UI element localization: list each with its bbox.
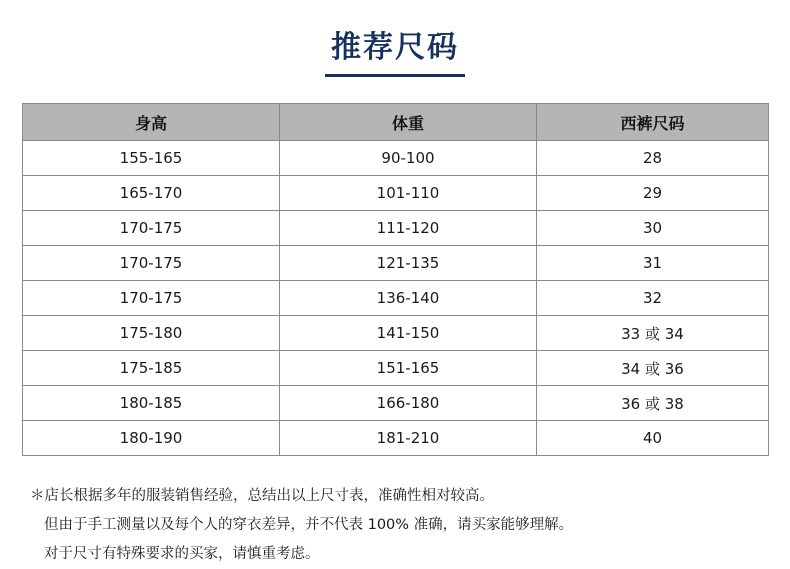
cell-height: 170-175 [23, 246, 280, 281]
cell-weight: 181-210 [280, 421, 537, 456]
cell-weight: 141-150 [280, 316, 537, 351]
note-line-2: 但由于手工测量以及每个人的穿衣差异，并不代表 100% 准确，请买家能够理解。 [44, 517, 574, 533]
cell-weight: 166-180 [280, 386, 537, 421]
table-header [23, 104, 769, 141]
table-header-row [23, 104, 769, 141]
cell-weight: 136-140 [280, 281, 537, 316]
column-header-weight: 体重 [280, 104, 537, 141]
cell-weight: 90-100 [280, 141, 537, 176]
cell-height: 170-175 [23, 211, 280, 246]
cell-height: 165-170 [23, 176, 280, 211]
table-row [23, 351, 769, 386]
table-row [23, 316, 769, 351]
column-header-height: 身高 [23, 104, 280, 141]
cell-trouser-size: 34 或 36 [537, 351, 769, 386]
size-table-container [22, 103, 768, 456]
table-row [23, 281, 769, 316]
table-row [23, 246, 769, 281]
cell-weight: 121-135 [280, 246, 537, 281]
cell-trouser-size: 36 或 38 [537, 386, 769, 421]
cell-height: 180-185 [23, 386, 280, 421]
note-line-1: ＊店长根据多年的服装销售经验，总结出以上尺寸表，准确性相对较高。 [30, 488, 494, 504]
cell-trouser-size: 40 [537, 421, 769, 456]
size-table [22, 103, 769, 456]
cell-trouser-size: 32 [537, 281, 769, 316]
table-row [23, 141, 769, 176]
cell-height: 180-190 [23, 421, 280, 456]
cell-height: 155-165 [23, 141, 280, 176]
cell-height: 170-175 [23, 281, 280, 316]
cell-height: 175-180 [23, 316, 280, 351]
cell-weight: 151-165 [280, 351, 537, 386]
table-row [23, 386, 769, 421]
cell-weight: 111-120 [280, 211, 537, 246]
table-body [23, 141, 769, 456]
note-line-3: 对于尺寸有特殊要求的买家，请慎重考虑。 [44, 546, 320, 562]
cell-trouser-size: 33 或 34 [537, 316, 769, 351]
notes-section [30, 482, 760, 569]
page-title-container [0, 0, 790, 89]
cell-trouser-size: 31 [537, 246, 769, 281]
table-row [23, 421, 769, 456]
cell-trouser-size: 28 [537, 141, 769, 176]
table-row [23, 176, 769, 211]
cell-weight: 101-110 [280, 176, 537, 211]
cell-height: 175-185 [23, 351, 280, 386]
column-header-trouser-size: 西裤尺码 [537, 104, 769, 141]
page-title: 推荐尺码 [325, 20, 465, 77]
cell-trouser-size: 29 [537, 176, 769, 211]
table-row [23, 211, 769, 246]
cell-trouser-size: 30 [537, 211, 769, 246]
